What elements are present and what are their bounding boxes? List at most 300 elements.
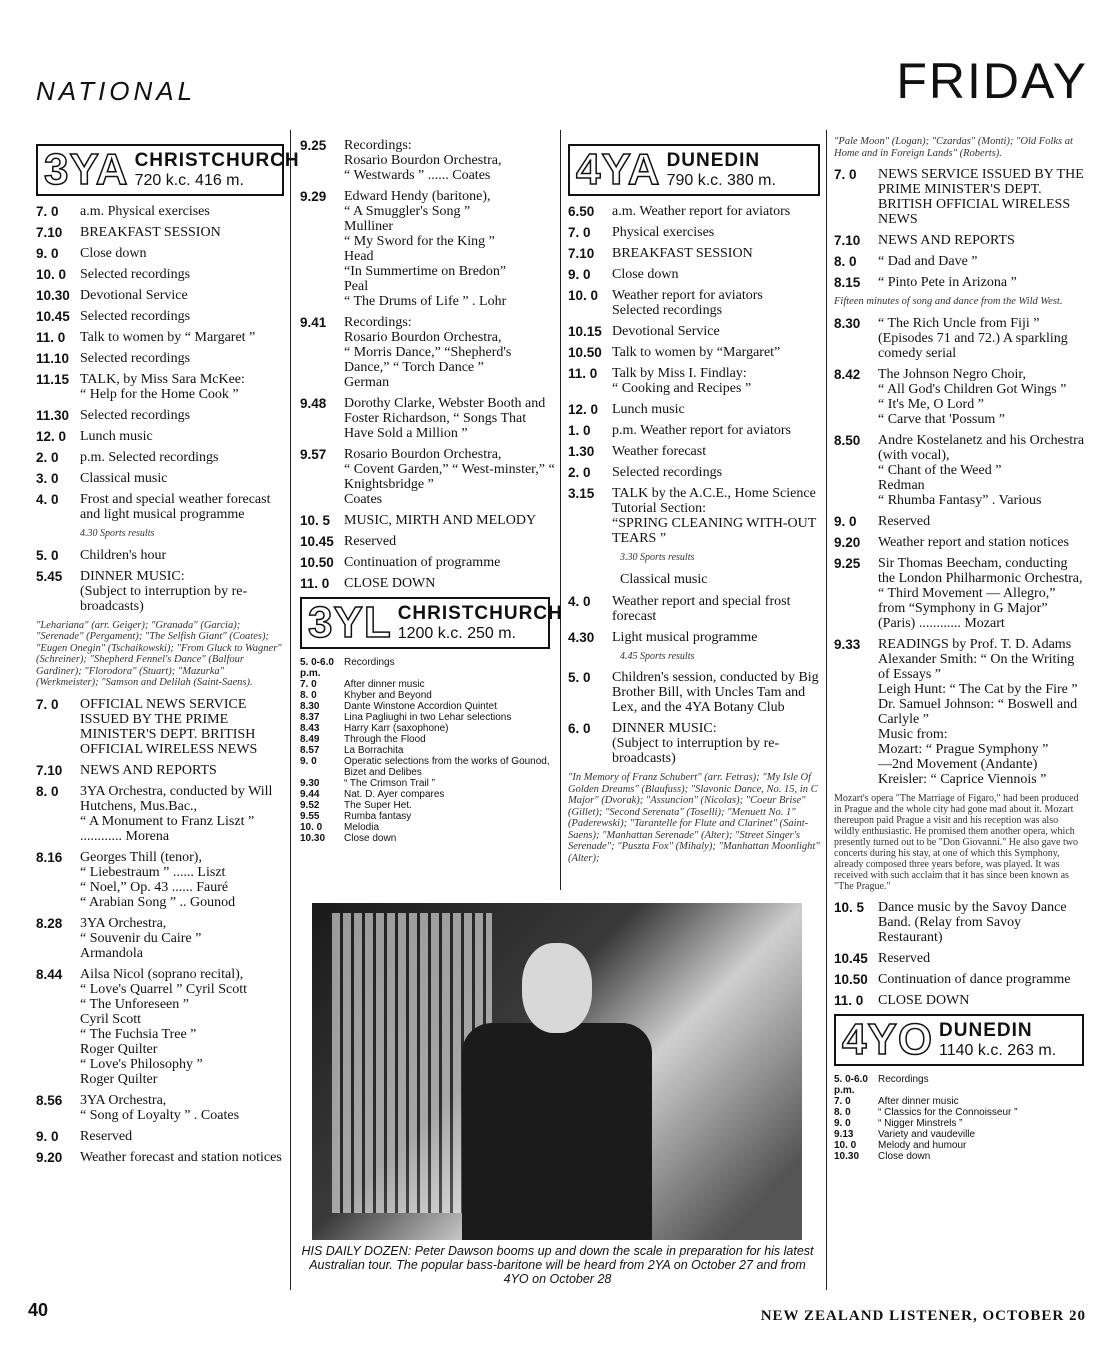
- schedule-entry: [568, 288, 822, 318]
- entry-description: Lina Pagliughi in two Lehar selections: [344, 712, 512, 723]
- sports-note: 4.45 Sports results: [620, 650, 695, 662]
- entry-description: Selected recordings: [612, 465, 723, 480]
- entry-description: Selected recordings: [80, 309, 191, 324]
- entry-time: 12. 0: [568, 402, 599, 417]
- entry-time: 10. 5: [300, 513, 331, 528]
- entry-description: Recordings: [878, 1073, 929, 1085]
- entry-time: 9.30: [300, 778, 320, 789]
- entry-description: CLOSE DOWN: [878, 992, 970, 1008]
- schedule-entry: [834, 993, 1086, 1008]
- entry-time: 8.56: [36, 1092, 63, 1108]
- entry-time: 9.29: [300, 189, 327, 204]
- entry-description: 3YA Orchestra, “ Song of Loyalty ” . Coates: [80, 1092, 240, 1123]
- entry-time: 9. 0: [834, 1117, 851, 1129]
- schedule-entry: [300, 712, 555, 723]
- entry-time: 11. 0: [568, 366, 598, 381]
- schedule-entry: [834, 1074, 1086, 1096]
- entry-description: Talk to women by “ Margaret ”: [80, 330, 256, 345]
- entry-time: 8.28: [36, 915, 63, 931]
- entry-time: 8.57: [300, 745, 320, 756]
- entry-time: 9.20: [36, 1149, 63, 1165]
- entry-description: Physical exercises: [612, 225, 715, 240]
- peter-dawson-photo: [312, 903, 802, 1240]
- entry-time: 9.20: [834, 534, 861, 550]
- entry-description: TALK by the A.C.E., Home Science Tutorial Section: “SPRING CLEANING WITH-OUT TEARS ”: [612, 486, 817, 546]
- entry-time: 10. 0: [834, 1139, 857, 1151]
- entry-time: 9.33: [834, 636, 861, 652]
- entry-time: 10.45: [300, 534, 334, 549]
- station-frequency: 720 k.c. 416 m.: [134, 172, 244, 189]
- entry-time: 10.30: [36, 288, 70, 303]
- entry-description: Children's hour: [80, 547, 167, 563]
- entry-time: 11. 0: [834, 992, 864, 1008]
- entry-time: 12. 0: [36, 429, 67, 444]
- entry-description: OFFICIAL NEWS SERVICE ISSUED BY THE PRIME MINISTER'S DEPT. BRITISH OFFICIAL WIRELESS NEWS: [80, 696, 258, 757]
- entry-time: 7.10: [568, 246, 595, 261]
- callsign: 4YA: [576, 145, 661, 194]
- schedule-entry: [36, 850, 286, 910]
- entry-time: 11. 0: [300, 576, 330, 591]
- entry-description: Weather forecast: [612, 444, 707, 459]
- schedule-entry: [834, 951, 1086, 966]
- entry-description: Recordings: [344, 657, 395, 668]
- schedule-entry: [36, 372, 286, 402]
- entry-description: Devotional Service: [80, 288, 188, 303]
- entry-time: 8.16: [36, 849, 63, 865]
- schedule-entry: [36, 471, 286, 486]
- entry-description: Khyber and Beyond: [344, 690, 432, 701]
- schedule-entry: [300, 138, 555, 183]
- schedule-entry: [36, 1129, 286, 1144]
- entry-description: Close down: [80, 246, 147, 261]
- entry-description: Ailsa Nicol (soprano recital), “ Love's Quarrel ” Cyril Scott “ The Unforeseen ” Cyril Scott “ The Fuchsia Tree ” Roger Quilter “ Love's Philosophy ” Roger Quilter: [80, 966, 247, 1087]
- column-divider: [826, 130, 827, 1290]
- schedule-entry: [568, 465, 822, 480]
- entry-description: “ Dad and Dave ”: [878, 254, 978, 269]
- entry-description: Devotional Service: [612, 324, 720, 339]
- schedule-entry: [36, 429, 286, 444]
- entry-description: Rosario Bourdon Orchestra, “ Covent Garden,” “ West-minster,” “ Knightsbridge ” Coates: [344, 447, 555, 507]
- entry-time: 9. 0: [36, 246, 59, 261]
- entry-description: The Super Het.: [344, 800, 412, 811]
- entry-description: DINNER MUSIC: (Subject to interruption by re-broadcasts): [612, 721, 780, 766]
- column-4ya-cont: [834, 134, 1086, 1168]
- schedule-entry: [568, 366, 822, 396]
- schedule-entry: [36, 267, 286, 282]
- entry-time: 1. 0: [568, 423, 591, 438]
- callsign: 4YO: [842, 1014, 934, 1064]
- entry-description: Weather report and station notices: [878, 534, 1069, 550]
- entry-description: Recordings: Rosario Bourdon Orchestra, “ Morris Dance,” “Shepherd's Dance,” “ Torch Dance ” German: [344, 315, 512, 390]
- entry-time: 7.10: [834, 233, 861, 248]
- schedule-entry: [568, 444, 822, 459]
- entry-time: 8.37: [300, 712, 320, 723]
- entry-time: 8.30: [834, 315, 861, 331]
- entry-description: Close down: [878, 1150, 931, 1162]
- schedule-entry: [36, 569, 286, 614]
- entry-time: 9.41: [300, 315, 327, 330]
- entry-description: Operatic selections from the works of Gounod, Bizet and Delibes: [344, 756, 550, 778]
- schedule-entry: [300, 189, 555, 309]
- pinto-note: Fifteen minutes of song and dance from the Wild West.: [834, 296, 1063, 307]
- schedule-entry: [300, 833, 555, 844]
- schedule-entry: [568, 345, 822, 360]
- entry-description: Reserved: [878, 950, 931, 966]
- entry-description: Sir Thomas Beecham, conducting the London Philharmonic Orchestra, “ Third Movement — Allegro,” from “Symphony in G Major” (Paris) ............ Mozart: [878, 555, 1083, 631]
- schedule-entry: [568, 246, 822, 261]
- schedule-entry: [300, 690, 555, 701]
- entry-time: 4.30: [568, 629, 595, 645]
- schedule-entry: [300, 315, 555, 390]
- schedule-entry: [300, 789, 555, 800]
- entry-description: Light musical programme: [612, 629, 758, 645]
- entry-time: 5.45: [36, 568, 63, 584]
- entry-description: La Borrachita: [344, 745, 404, 756]
- entry-time: 10.50: [834, 971, 868, 987]
- entry-time: 11.30: [36, 408, 70, 423]
- entry-description: Harry Karr (saxophone): [344, 723, 449, 734]
- entry-description: 3YA Orchestra, conducted by Will Hutchens, Mus.Bac., “ A Monument to Franz Liszt ” ............ Morena: [80, 783, 273, 844]
- entry-time: 10.50: [300, 555, 334, 570]
- column-divider: [290, 130, 291, 1290]
- entry-time: 8.30: [300, 701, 320, 712]
- entry-description: READINGS by Prof. T. D. Adams Alexander Smith: “ On the Writing of Essays ” Leigh Hunt: “ The Cat by the Fire ” Dr. Samuel Johnson: “ Boswell and Carlyle ” Music from: Mozart: “ Prague Symphony ” —2nd Movement (Andante) Kreisler: “ Caprice Viennois ”: [878, 636, 1078, 787]
- entry-description: Edward Hendy (baritone), “ A Smuggler's Song ” Mulliner “ My Sword for the King ” Head “In Summertime on Bredon” Peal “ The Drums of Life ” . Lohr: [344, 189, 507, 309]
- entry-time: 8. 0: [834, 254, 857, 269]
- entry-time: 7. 0: [36, 696, 59, 712]
- station-box-4yo: [834, 1014, 1084, 1066]
- schedule-entry: [36, 351, 286, 366]
- schedule-entry: [300, 555, 555, 570]
- callsign: 3YA: [44, 145, 129, 194]
- photo-caption: HIS DAILY DOZEN: Peter Dawson booms up and down the scale in preparation for his latest Australian tour. The popular bass-baritone will be heard from 2YA on October 27 and from 4YO on October 28: [301, 1244, 814, 1286]
- entry-description: MUSIC, MIRTH AND MELODY: [344, 513, 537, 528]
- singer-body: [462, 1023, 652, 1240]
- entry-description: Melodia: [344, 822, 380, 833]
- schedule-entry: [300, 701, 555, 712]
- entry-description: “ The Rich Uncle from Fiji ” (Episodes 71 and 72.) A sparkling comedy serial: [878, 315, 1068, 361]
- schedule-entry: [834, 556, 1086, 631]
- entry-description: DINNER MUSIC: (Subject to interruption by re-broadcasts): [80, 568, 248, 614]
- entry-description: NEWS AND REPORTS: [80, 762, 217, 778]
- schedule-entry: [36, 1150, 286, 1165]
- station-frequency: 1140 k.c. 263 m.: [939, 1041, 1057, 1059]
- schedule-entry: [36, 492, 286, 522]
- schedule-entry: [834, 900, 1086, 945]
- schedule-entry: [834, 514, 1086, 529]
- schedule-entry: [834, 535, 1086, 550]
- entry-description: “ Nigger Minstrels ”: [878, 1117, 963, 1129]
- schedule-entry: [300, 679, 555, 690]
- day-title: FRIDAY: [896, 53, 1088, 109]
- entry-description: Classical music: [80, 471, 168, 486]
- schedule-entry: [568, 225, 822, 240]
- schedule-entry: [300, 534, 555, 549]
- entry-time: 9.55: [300, 811, 320, 822]
- entry-description: Close down: [612, 267, 679, 282]
- entry-description: TALK, by Miss Sara McKee: “ Help for the Home Cook ”: [80, 372, 245, 402]
- station-city: CHRISTCHURCH: [397, 603, 563, 624]
- schedule-entry: [568, 721, 822, 766]
- schedule-entry: [36, 763, 286, 778]
- schedule-entry: [36, 916, 286, 961]
- entry-time: 7. 0: [834, 167, 857, 182]
- schedule-entry: [568, 630, 822, 645]
- sports-note: 3.30 Sports results: [620, 552, 695, 563]
- schedule-entry: [36, 309, 286, 324]
- entry-time: 10. 0: [568, 288, 599, 303]
- entry-time: 11.10: [36, 351, 70, 366]
- entry-time: 10.45: [36, 309, 70, 324]
- schedule-entry: [36, 288, 286, 303]
- sports-note: 4.30 Sports results: [80, 528, 155, 539]
- schedule-entry: [300, 822, 555, 833]
- schedule-entry: [568, 324, 822, 339]
- schedule-entry: [36, 784, 286, 844]
- schedule-entry: [300, 576, 555, 591]
- entry-description: Selected recordings: [80, 267, 191, 282]
- entry-time: 11.15: [36, 372, 70, 387]
- dinner-music-note: "In Memory of Franz Schubert" (arr. Fetras); "My Isle Of Golden Dreams" (Blaufuss); "Slavonic Dance, No. 15, in C Major" (Dvorak); "Assuncion" (Nicolas); "Coeur Brise" (Gillet); "Second Serenata" (Toselli); "Menuett No. 1" (Paderewski); "Tarantelle for Flute and Clarinet" (Saint-Saens); "Manhattan Serenade" (Alter); "Street Singer's Serenade"; "Puszta Fox" (Mihaly); "Manhattan Moonlight" (Alter);: [568, 772, 820, 864]
- schedule-entry: [834, 316, 1086, 361]
- entry-description: p.m. Weather report for aviators: [612, 423, 791, 438]
- entry-time: 7. 0: [300, 679, 317, 690]
- entry-time: 3. 0: [36, 471, 59, 486]
- schedule-entry: [36, 697, 286, 757]
- schedule-entry: [300, 513, 555, 528]
- entry-description: Lunch music: [80, 429, 153, 444]
- entry-description: After dinner music: [878, 1095, 959, 1107]
- station-city: CHRISTCHURCH: [134, 150, 300, 171]
- entry-time: 10. 0: [36, 267, 67, 282]
- entry-time: 9. 0: [568, 267, 591, 282]
- station-box-4ya: [568, 144, 820, 196]
- entry-description: Talk to women by “Margaret”: [612, 345, 781, 360]
- entry-time: 10.30: [834, 1150, 860, 1162]
- entry-description: Close down: [344, 833, 397, 844]
- entry-description: Variety and vaudeville: [878, 1128, 976, 1140]
- entry-time: 9. 0: [36, 1128, 59, 1144]
- schedule-entry: [36, 204, 286, 219]
- entry-time: 5. 0: [36, 547, 59, 563]
- entry-time: 9.52: [300, 800, 320, 811]
- entry-description: a.m. Weather report for aviators: [612, 204, 791, 219]
- column-3ya-cont: [300, 138, 563, 850]
- station-box-3yl: [300, 597, 563, 649]
- page-number: 40: [28, 1300, 49, 1320]
- entry-description: Selected recordings: [80, 408, 191, 423]
- entry-description: The Johnson Negro Choir, “ All God's Children Got Wings ” “ It's Me, O Lord ” “ Carve that 'Possum ”: [878, 366, 1067, 427]
- entry-description: CLOSE DOWN: [344, 576, 436, 591]
- entry-time: 9.44: [300, 789, 320, 800]
- entry-description: After dinner music: [344, 679, 425, 690]
- entry-time: 8. 0: [834, 1106, 851, 1118]
- entry-time: 10.15: [568, 324, 602, 339]
- entry-time: 2. 0: [568, 465, 591, 480]
- entry-description: Melody and humour: [878, 1139, 967, 1151]
- station-city: DUNEDIN: [939, 1019, 1033, 1041]
- entry-description: Recordings: Rosario Bourdon Orchestra, “ Westwards ” ...... Coates: [344, 138, 502, 183]
- schedule-entry: [300, 396, 555, 441]
- schedule-entry: [300, 811, 555, 822]
- schedule-entry: [834, 1107, 1086, 1118]
- entry-time: 8.43: [300, 723, 320, 734]
- schedule-entry: [568, 267, 822, 282]
- entry-time: 8.49: [300, 734, 320, 745]
- schedule-entry: [300, 734, 555, 745]
- entry-description: BREAKFAST SESSION: [80, 225, 221, 240]
- entry-description: Weather forecast and station notices: [80, 1149, 282, 1165]
- classical-music: Classical music: [620, 571, 708, 587]
- schedule-entry: [568, 594, 822, 624]
- schedule-entry: [568, 486, 822, 546]
- schedule-entry: [36, 225, 286, 240]
- entry-time: 4. 0: [568, 593, 591, 609]
- entry-description: Reserved: [80, 1128, 133, 1144]
- schedule-entry: [834, 1129, 1086, 1140]
- schedule-entry: [834, 1151, 1086, 1162]
- entry-description: Selected recordings: [80, 351, 191, 366]
- schedule-entry: [36, 450, 286, 465]
- entry-description: Dante Winstone Accordion Quintet: [344, 701, 497, 712]
- schedule-entry: [568, 402, 822, 417]
- schedule-entry: [834, 1140, 1086, 1151]
- entry-time: 10.30: [300, 833, 326, 844]
- station-box-3ya: [36, 144, 300, 196]
- column-divider: [560, 130, 561, 890]
- entry-description: Dorothy Clarke, Webster Booth and Foster Richardson, “ Songs That Have Sold a Million ”: [344, 396, 546, 441]
- entry-time: 8.42: [834, 366, 861, 382]
- schedule-entry: [36, 408, 286, 423]
- entry-time: 8.50: [834, 432, 861, 448]
- schedule-entry: [300, 756, 555, 778]
- callsign: 3YL: [308, 598, 392, 647]
- entry-description: BREAKFAST SESSION: [612, 246, 753, 261]
- entry-time: 5. 0-6.0 p.m.: [834, 1073, 868, 1096]
- schedule-entry: [36, 548, 286, 563]
- entry-time: 4. 0: [36, 492, 59, 507]
- schedule-entry: [36, 246, 286, 261]
- entry-time: 7.10: [36, 762, 63, 778]
- schedule-entry: [834, 167, 1086, 227]
- entry-description: “ The Crimson Trail ”: [344, 778, 435, 789]
- entry-description: Georges Thill (tenor), “ Liebestraum ” ...... Liszt “ Noel,” Op. 43 ...... Fauré “ Arabian Song ” .. Gounod: [80, 849, 236, 910]
- entry-description: Reserved: [878, 513, 931, 529]
- station-frequency: 790 k.c. 380 m.: [666, 172, 776, 189]
- entry-description: Continuation of programme: [344, 555, 501, 570]
- entry-time: 9.13: [834, 1128, 854, 1140]
- entry-time: 3.15: [568, 486, 595, 501]
- entry-time: 10. 5: [834, 899, 865, 915]
- entry-time: 8.15: [834, 275, 861, 290]
- mozart-note: Mozart's opera "The Marriage of Figaro," had been produced in Prague and the whole city had gone mad about it. Mozart thereupon paid Prague a visit and his reception was also wildly enthusiastic. He promised them another opera, which presently turned out to be "Don Giovanni." He also gave two concerts during his stay, at one of which this Symphony, already composed three years before, was played. It was received with such acclaim that it has since been known as "The Prague.": [834, 792, 1079, 892]
- schedule-entry: [834, 1096, 1086, 1107]
- entry-time: 9.25: [300, 138, 327, 153]
- entry-time: 10.45: [834, 950, 868, 966]
- entry-description: p.m. Selected recordings: [80, 450, 219, 465]
- station-city: DUNEDIN: [666, 150, 761, 171]
- entry-description: Nat. D. Ayer compares: [344, 789, 445, 800]
- entry-description: Weather report and special frost forecast: [612, 593, 791, 624]
- entry-time: 5. 0: [568, 670, 591, 685]
- entry-time: 8. 0: [300, 690, 317, 701]
- entry-description: Through the Flood: [344, 734, 426, 745]
- schedule-entry: [568, 670, 822, 715]
- entry-description: a.m. Physical exercises: [80, 204, 210, 219]
- entry-time: 2. 0: [36, 450, 59, 465]
- entry-time: 9. 0: [300, 756, 317, 767]
- entry-time: 9.57: [300, 447, 327, 462]
- entry-description: Rumba fantasy: [344, 811, 412, 822]
- schedule-entry: [300, 745, 555, 756]
- schedule-entry: [834, 233, 1086, 248]
- schedule-entry: [834, 254, 1086, 269]
- schedule-entry: [834, 433, 1086, 508]
- entry-description: Weather report for aviators Selected recordings: [612, 288, 763, 318]
- schedule-entry: [36, 1093, 286, 1123]
- entry-description: Dance music by the Savoy Dance Band. (Relay from Savoy Restaurant): [878, 899, 1067, 945]
- entry-description: Reserved: [344, 534, 397, 549]
- entry-time: 8. 0: [36, 783, 59, 799]
- entry-description: “ Pinto Pete in Arizona ”: [878, 275, 1017, 290]
- schedule-entry: [36, 330, 286, 345]
- entry-time: 7.10: [36, 225, 63, 240]
- singer-head: [522, 943, 592, 1033]
- schedule-entry: [834, 637, 1086, 787]
- entry-time: 7. 0: [834, 1095, 851, 1107]
- entry-description: Andre Kostelanetz and his Orchestra (with vocal), “ Chant of the Weed ” Redman “ Rhumba Fantasy” . Various: [878, 432, 1085, 508]
- entry-time: 10. 0: [300, 822, 323, 833]
- entry-time: 11. 0: [36, 330, 66, 345]
- entry-time: 9.25: [834, 555, 861, 571]
- schedule-entry: [568, 423, 822, 438]
- entry-description: Children's session, conducted by Big Brother Bill, with Uncles Tam and Lex, and the 4YA Botany Club: [612, 670, 819, 715]
- dinner-music-note-cont: "Pale Moon" (Logan); "Czardas" (Monti); "Old Folks at Home and in Foreign Lands" (Roberts).: [834, 136, 1073, 159]
- schedule-entry: [300, 778, 555, 789]
- schedule-entry: [568, 204, 822, 219]
- schedule-entry: [300, 657, 555, 679]
- station-frequency: 1200 k.c. 250 m.: [397, 625, 516, 642]
- entry-description: 3YA Orchestra, “ Souvenir du Caire ” Armandola: [80, 915, 202, 961]
- schedule-entry: [834, 367, 1086, 427]
- entry-description: Continuation of dance programme: [878, 971, 1071, 987]
- column-3ya: [36, 140, 300, 1171]
- entry-description: Frost and special weather forecast and light musical programme: [80, 492, 271, 522]
- entry-time: 1.30: [568, 444, 595, 459]
- schedule-entry: [300, 723, 555, 734]
- entry-time: 6.50: [568, 204, 595, 219]
- entry-time: 7. 0: [36, 204, 59, 219]
- entry-time: 10.50: [568, 345, 602, 360]
- schedule-entry: [834, 1118, 1086, 1129]
- dinner-music-note: "Lehariana" (arr. Geiger); "Granada" (Garcia); "Serenade" (Pergament); "The Selfish Giant" (Coates); "Eugen Onegin" (Tschaikowski); "From Gluck to Wagner" (Schreiner); "Shepherd Fennel's Dance" (Balfour Gardiner); "Florodora" (Stuart); "Mazurka" (Werkmeister); "Samson and Delilah (Saint-Saens).: [36, 619, 282, 688]
- entry-description: NEWS AND REPORTS: [878, 233, 1015, 248]
- section-title: NATIONAL: [36, 76, 197, 106]
- publication-footer: NEW ZEALAND LISTENER, OCTOBER 20: [760, 1308, 1086, 1324]
- entry-time: 7. 0: [568, 225, 591, 240]
- entry-time: 8.44: [36, 966, 63, 982]
- entry-description: Talk by Miss I. Findlay: “ Cooking and Recipes ”: [612, 366, 752, 396]
- entry-description: Lunch music: [612, 402, 685, 417]
- column-4ya: [568, 140, 822, 872]
- entry-description: NEWS SERVICE ISSUED BY THE PRIME MINISTER'S DEPT. BRITISH OFFICIAL WIRELESS NEWS: [878, 167, 1084, 227]
- schedule-entry: [834, 972, 1086, 987]
- entry-time: 9. 0: [834, 513, 857, 529]
- schedule-entry: [300, 800, 555, 811]
- entry-description: “ Classics for the Connoisseur ”: [878, 1106, 1018, 1118]
- entry-time: 9.48: [300, 396, 327, 411]
- schedule-entry: [36, 967, 286, 1087]
